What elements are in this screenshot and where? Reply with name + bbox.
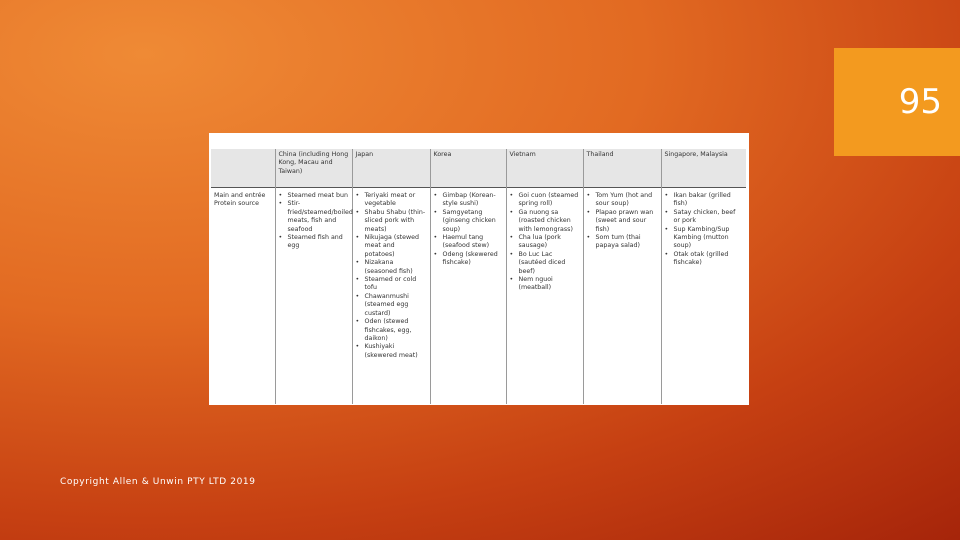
list-item: • Ikan bakar (grilled fish)	[665, 192, 744, 209]
list-item: • Kushiyaki (skewered meat)	[356, 343, 427, 360]
header-cell-thailand: Thailand	[583, 149, 661, 188]
header-cell-blank	[211, 149, 275, 188]
dish-list	[665, 192, 744, 268]
dish-list	[356, 192, 427, 360]
header-cell-vietnam: Vietnam	[506, 149, 583, 188]
header-cell-japan: Japan	[352, 149, 430, 188]
list-item: • Ga nuong sa (roasted chicken with lemongrass)	[510, 209, 580, 234]
list-item: • Gimbap (Korean-style sushi)	[434, 192, 503, 209]
cell-korea	[430, 188, 506, 405]
list-item: • Bo Luc Lac (sautéed diced beef)	[510, 251, 580, 276]
list-item: • Steamed meat bun	[279, 192, 349, 200]
cell-singapore-malaysia	[661, 188, 746, 405]
list-item: • Som tum (thai papaya salad)	[587, 234, 658, 251]
row-label: Main and entrée Protein source	[211, 188, 275, 405]
header-cell-korea: Korea	[430, 149, 506, 188]
cuisine-protein-table	[211, 149, 746, 404]
list-item: • Chawanmushi (steamed egg custard)	[356, 293, 427, 318]
list-item: • Nizakana (seasoned fish)	[356, 259, 427, 276]
list-item: • Shabu Shabu (thin-sliced pork with meats)	[356, 209, 427, 234]
list-item: • Samgyetang (ginseng chicken soup)	[434, 209, 503, 234]
cell-japan	[352, 188, 430, 405]
list-item: • Oden (stewed fishcakes, egg, daikon)	[356, 318, 427, 343]
copyright-notice: Copyright Allen & Unwin PTY LTD 2019	[60, 477, 256, 487]
list-item: • Stir-fried/steamed/boiled meats, fish and seafood	[279, 200, 349, 234]
dish-list	[279, 192, 353, 251]
list-item: • Sup Kambing/Sup Kambing (mutton soup)	[665, 226, 744, 251]
list-item: • Cha lua (pork sausage)	[510, 234, 580, 251]
cell-thailand	[583, 188, 661, 405]
list-item: • Teriyaki meat or vegetable	[356, 192, 427, 209]
list-item: • Satay chicken, beef or pork	[665, 209, 744, 226]
list-item: • Plapao prawn wan (sweet and sour fish)	[587, 209, 658, 234]
list-item: • Steamed or cold tofu	[356, 276, 427, 293]
cuisine-table-image	[209, 133, 749, 405]
cell-vietnam	[506, 188, 583, 405]
list-item: • Tom Yum (hot and sour soup)	[587, 192, 658, 209]
page-number: 95	[898, 82, 942, 122]
list-item: • Steamed fish and egg	[279, 234, 349, 251]
header-cell-china: China (including Hong Kong, Macau and Taiwan)	[275, 149, 352, 188]
page-number-badge	[834, 48, 960, 156]
dish-list	[587, 192, 658, 251]
list-item: • Nikujaga (stewed meat and potatoes)	[356, 234, 427, 259]
list-item: • Odeng (skewered fishcake)	[434, 251, 503, 268]
list-item: • Haemul tang (seafood stew)	[434, 234, 503, 251]
list-item: • Goi cuon (steamed spring roll)	[510, 192, 580, 209]
dish-list	[510, 192, 580, 293]
table-header-row	[211, 149, 746, 188]
cell-china	[275, 188, 352, 405]
table-row	[211, 188, 746, 405]
header-cell-singapore-malaysia: Singapore, Malaysia	[661, 149, 746, 188]
dish-list	[434, 192, 503, 268]
list-item: • Nem nguoi (meatball)	[510, 276, 580, 293]
list-item: • Otak otak (grilled fishcake)	[665, 251, 744, 268]
